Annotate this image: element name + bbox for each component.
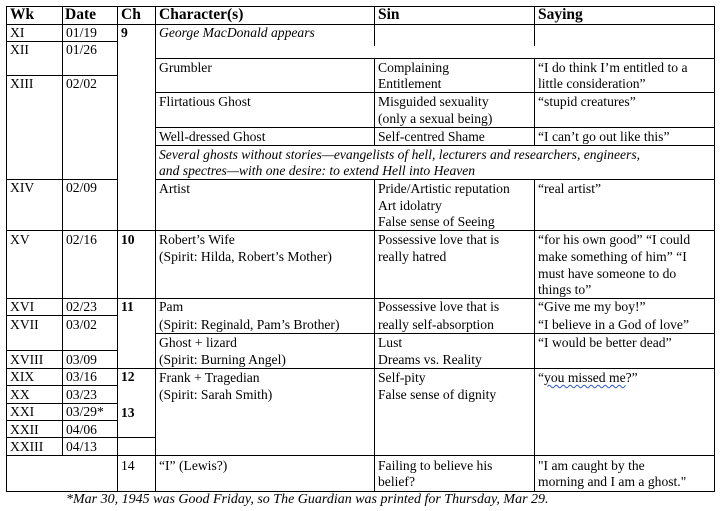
chapter-number: 10 bbox=[121, 232, 135, 247]
character-cell: Ghost + lizard bbox=[159, 335, 237, 350]
sin-cell: Failing to believe his bbox=[378, 458, 493, 473]
character-cell: Grumbler bbox=[159, 60, 212, 75]
header-ch: Ch bbox=[121, 6, 141, 23]
week-date: 01/26 bbox=[66, 42, 97, 57]
week-date: 03/23 bbox=[66, 387, 97, 402]
saying-cell: “I would be better dead” bbox=[538, 335, 672, 350]
week-date: 03/02 bbox=[66, 317, 97, 332]
saying-cell: “for his own good” “I could bbox=[538, 232, 691, 247]
sin-cell: really self-absorption bbox=[378, 317, 494, 332]
week-date: 03/09 bbox=[66, 352, 97, 367]
week-date: 01/19 bbox=[66, 25, 97, 40]
week-date: 02/16 bbox=[66, 232, 97, 247]
saying-cell: “stupid creatures” bbox=[538, 94, 636, 109]
character-cell: (Spirit: Hilda, Robert’s Mother) bbox=[159, 249, 332, 264]
sin-cell: Entitlement bbox=[378, 76, 442, 91]
week-label: XIX bbox=[10, 369, 35, 384]
chapter-number: 11 bbox=[121, 299, 134, 314]
saying-cell: morning and I am a ghost." bbox=[538, 474, 687, 489]
sin-cell: Self-pity bbox=[378, 370, 426, 385]
saying-text: you missed me bbox=[544, 370, 626, 385]
week-label: XIV bbox=[10, 180, 35, 195]
saying-cell: “I do think I’m entitled to a bbox=[538, 60, 688, 75]
sin-cell: belief? bbox=[378, 474, 415, 489]
character-cell: Artist bbox=[159, 181, 190, 196]
week-date: 04/13 bbox=[66, 439, 97, 454]
header-characters: Character(s) bbox=[159, 6, 244, 23]
character-cell: (Spirit: Sarah Smith) bbox=[159, 387, 273, 402]
week-label: XXII bbox=[10, 422, 39, 437]
header-wk: Wk bbox=[10, 6, 35, 23]
week-label: XI bbox=[10, 25, 25, 40]
header-saying: Saying bbox=[538, 6, 583, 23]
week-date: 04/06 bbox=[66, 422, 97, 437]
sin-cell: Possessive love that is bbox=[378, 299, 500, 314]
saying-cell: little consideration” bbox=[538, 76, 646, 91]
footnote: *Mar 30, 1945 was Good Friday, so The Guardian was printed for Thursday, Mar 29. bbox=[66, 492, 549, 507]
saying-cell: “Give me my boy!” bbox=[538, 299, 646, 314]
week-label: XX bbox=[10, 387, 30, 402]
sin-cell: Dreams vs. Reality bbox=[378, 352, 482, 367]
sin-cell: Pride/Artistic reputation bbox=[378, 181, 510, 196]
saying-close-quote: ?” bbox=[625, 370, 638, 385]
header-date: Date bbox=[65, 6, 96, 23]
character-cell: Well-dressed Ghost bbox=[159, 129, 266, 144]
saying-cell: “I believe in a God of love” bbox=[538, 317, 689, 332]
week-label: XXIII bbox=[10, 439, 44, 454]
saying-cell: "I am caught by the bbox=[538, 458, 645, 473]
saying-cell: things to” bbox=[538, 282, 592, 297]
sin-cell: Lust bbox=[378, 335, 403, 350]
week-label: XIII bbox=[10, 76, 34, 91]
week-date: 02/02 bbox=[66, 76, 97, 91]
chapter-number: 13 bbox=[121, 405, 135, 420]
saying-cell: make something of him” “I bbox=[538, 249, 687, 264]
chapter-number: 14 bbox=[121, 458, 135, 473]
character-cell: (Spirit: Reginald, Pam’s Brother) bbox=[159, 317, 340, 332]
saying-cell: “I can’t go out like this” bbox=[538, 129, 670, 144]
character-cell: Pam bbox=[159, 299, 184, 314]
character-cell: “I” (Lewis?) bbox=[159, 458, 228, 473]
character-cell: Several ghosts without stories—evangelists of hell, lecturers and researchers, engineers, bbox=[159, 147, 641, 162]
week-date: 02/23 bbox=[66, 299, 97, 314]
saying-cell: must have someone to do bbox=[538, 266, 677, 281]
week-label: XVII bbox=[10, 317, 39, 332]
saying-open-quote: “ bbox=[538, 370, 545, 385]
character-cell: Frank + Tragedian bbox=[159, 370, 260, 385]
sin-cell: Misguided sexuality bbox=[378, 94, 489, 109]
week-date: 03/29* bbox=[66, 404, 104, 419]
sin-cell: Art idolatry bbox=[378, 198, 442, 213]
sin-cell: False sense of Seeing bbox=[378, 214, 495, 229]
week-label: XXI bbox=[10, 404, 35, 419]
sin-cell: Self-centred Shame bbox=[378, 129, 485, 144]
character-cell: (Spirit: Burning Angel) bbox=[159, 352, 286, 367]
week-date: 02/09 bbox=[66, 180, 97, 195]
chapter-number: 12 bbox=[121, 369, 135, 384]
week-label: XV bbox=[10, 232, 30, 247]
sin-cell: really hatred bbox=[378, 249, 447, 264]
week-label: XVIII bbox=[10, 352, 44, 367]
character-cell: and spectres—with one desire: to extend Hell into Heaven bbox=[159, 163, 476, 178]
character-cell: Robert’s Wife bbox=[159, 232, 235, 247]
week-date: 03/16 bbox=[66, 369, 97, 384]
character-cell: George MacDonald appears bbox=[159, 25, 315, 40]
week-label: XII bbox=[10, 42, 29, 57]
sin-cell: (only a sexual being) bbox=[378, 111, 493, 126]
saying-cell bbox=[538, 369, 638, 386]
week-label: XVI bbox=[10, 299, 35, 314]
saying-cell: “real artist” bbox=[538, 181, 602, 196]
chapter-number: 9 bbox=[121, 25, 128, 40]
character-cell: Flirtatious Ghost bbox=[159, 94, 251, 109]
sin-cell: Complaining bbox=[378, 60, 449, 75]
sin-cell: False sense of dignity bbox=[378, 387, 497, 402]
header-sin: Sin bbox=[378, 6, 400, 23]
sin-cell: Possessive love that is bbox=[378, 232, 500, 247]
